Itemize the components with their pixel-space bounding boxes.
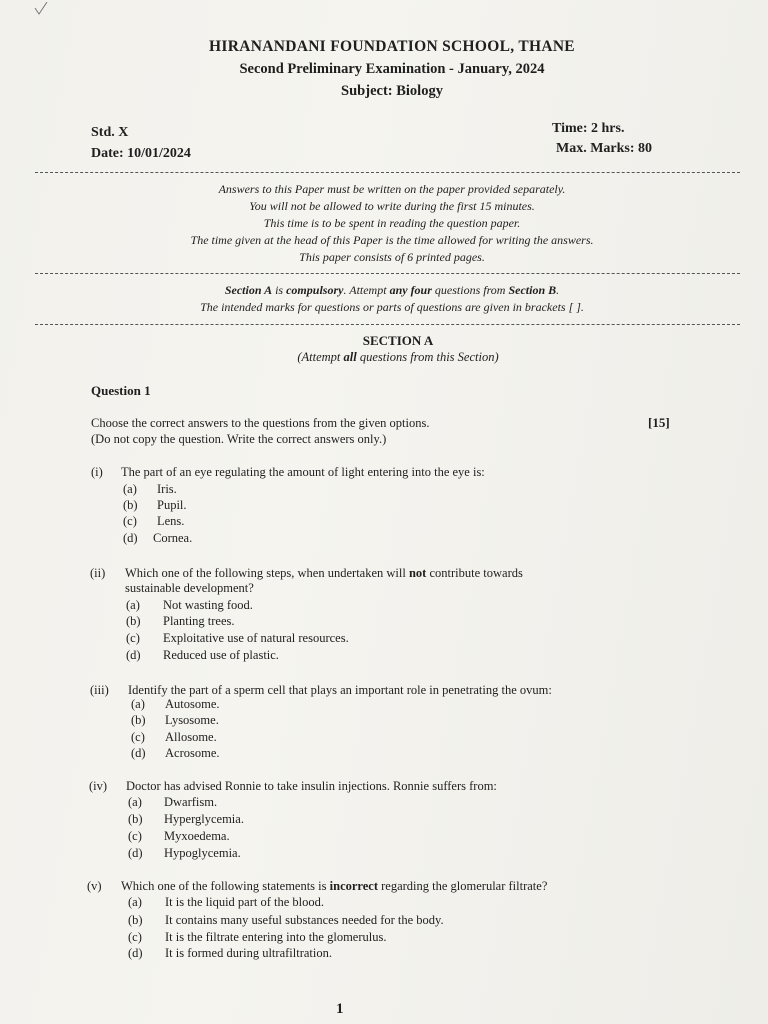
section-a-title: SECTION A — [362, 333, 434, 348]
option-text: It is the liquid part of the blood. — [165, 895, 325, 909]
option-key: (d) — [131, 746, 146, 760]
item-number: (ii) — [90, 566, 106, 580]
question-1-label: Question 1 — [91, 383, 151, 398]
option-text: Iris. — [157, 482, 177, 496]
option-text: Lens. — [157, 514, 185, 528]
item-stem: Which one of the following steps, when undertaken will not contribute towards — [125, 566, 523, 580]
instruction-line-4: The time given at the head of this Paper is the time allowed for writing the answers. — [190, 233, 594, 247]
section-a-subtitle: (Attempt all questions from this Section) — [297, 350, 499, 364]
item-stem: Doctor has advised Ronnie to take insulin injections. Ronnie suffers from: — [126, 779, 497, 793]
option-text: Reduced use of plastic. — [163, 648, 279, 662]
question-1-marks: [15] — [648, 415, 670, 430]
option-text: Not wasting food. — [163, 598, 253, 612]
option-text: Planting trees. — [163, 614, 235, 628]
divider-middle — [35, 273, 740, 274]
item-number: (iii) — [90, 683, 109, 697]
option-text: Myxoedema. — [164, 829, 230, 843]
item-stem-continued: sustainable development? — [125, 581, 254, 595]
option-text: Exploitative use of natural resources. — [163, 631, 349, 645]
std-label: Std. X — [91, 125, 129, 140]
option-key: (a) — [126, 598, 140, 612]
option-text: Cornea. — [153, 531, 193, 545]
option-text: It contains many useful substances needed for the body. — [165, 913, 444, 927]
option-text: It is the filtrate entering into the glomerulus. — [165, 930, 387, 944]
instruction-line-5: This paper consists of 6 printed pages. — [299, 250, 485, 264]
item-number: (iv) — [89, 779, 108, 793]
option-key: (b) — [126, 614, 141, 628]
option-key: (c) — [123, 514, 137, 528]
option-key: (b) — [123, 498, 138, 512]
instruction-line-3: This time is to be spent in reading the question paper. — [263, 216, 521, 230]
section-rules-line-2: The intended marks for questions or parts of questions are given in brackets [ ]. — [200, 300, 584, 314]
option-key: (c) — [128, 930, 142, 944]
option-text: It is formed during ultrafiltration. — [165, 946, 332, 960]
option-key: (a) — [128, 895, 142, 909]
item-stem: Identify the part of a sperm cell that plays an important role in penetrating the ovum: — [128, 683, 552, 697]
option-key: (d) — [128, 946, 143, 960]
option-key: (c) — [131, 730, 145, 744]
option-key: (a) — [128, 795, 142, 809]
date-label: Date: 10/01/2024 — [91, 146, 191, 161]
question-1-intro: Choose the correct answers to the questions from the given options. — [91, 416, 430, 430]
time-label: Time: 2 hrs. — [552, 121, 625, 136]
option-text: Hypoglycemia. — [164, 846, 241, 860]
item-number: (i) — [91, 465, 103, 479]
max-marks-label: Max. Marks: 80 — [556, 141, 653, 156]
option-key: (d) — [126, 648, 141, 662]
item-number: (v) — [87, 879, 102, 893]
option-key: (a) — [131, 697, 145, 711]
option-text: Autosome. — [165, 697, 220, 711]
option-key: (d) — [128, 846, 143, 860]
item-stem: The part of an eye regulating the amount of light entering into the eye is: — [121, 465, 485, 479]
option-key: (b) — [128, 812, 143, 826]
subject-line: Subject: Biology — [341, 83, 443, 99]
divider-bottom — [35, 324, 740, 325]
option-text: Lysosome. — [165, 713, 219, 727]
option-text: Allosome. — [165, 730, 217, 744]
question-1-note: (Do not copy the question. Write the correct answers only.) — [91, 432, 387, 446]
instruction-line-1: Answers to this Paper must be written on the paper provided separately. — [218, 182, 566, 196]
option-key: (b) — [128, 913, 143, 927]
section-rules-line-1: Section A is compulsory. Attempt any four questions from Section B. — [224, 283, 560, 297]
option-key: (b) — [131, 713, 146, 727]
option-text: Pupil. — [157, 498, 187, 512]
option-key: (d) — [123, 531, 138, 545]
option-text: Hyperglycemia. — [164, 812, 244, 826]
item-stem: Which one of the following statements is incorrect regarding the glomerular filtrate? — [121, 879, 548, 893]
option-key: (c) — [126, 631, 140, 645]
instruction-line-2: You will not be allowed to write during the first 15 minutes. — [249, 199, 535, 213]
page-number: 1 — [336, 1001, 344, 1017]
option-text: Acrosome. — [165, 746, 220, 760]
pen-tick-mark-icon — [34, 2, 48, 16]
school-name: HIRANANDANI FOUNDATION SCHOOL, THANE — [209, 38, 575, 55]
option-text: Dwarfism. — [164, 795, 218, 809]
exam-title: Second Preliminary Examination - January, 2024 — [239, 61, 545, 77]
option-key: (c) — [128, 829, 142, 843]
divider-top — [35, 172, 740, 173]
option-key: (a) — [123, 482, 137, 496]
